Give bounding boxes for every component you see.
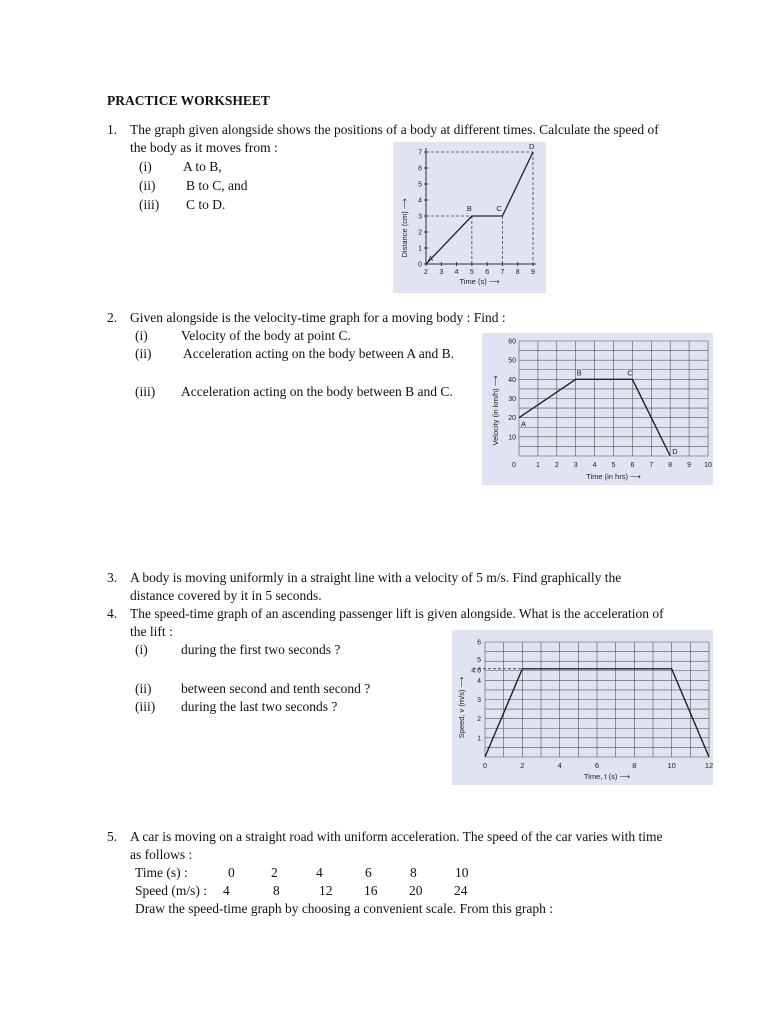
point-label: D — [672, 447, 678, 456]
q3-number: 3. — [107, 570, 118, 585]
y-tick-label: 30 — [508, 396, 516, 403]
y-tick-label: 60 — [508, 338, 516, 346]
q4-item-text: during the first two seconds ? — [181, 642, 341, 657]
y-tick-label: 4 — [418, 197, 422, 205]
x-tick-label: 4 — [454, 269, 459, 276]
y-tick-label: 6 — [418, 165, 422, 173]
x-tick-label: 4 — [592, 462, 597, 469]
x-tick-label: 10 — [704, 462, 712, 469]
y-tick-label: 20 — [508, 415, 516, 423]
y-tick-label: 5 — [477, 657, 481, 665]
lift-speed-time-graph — [452, 630, 713, 785]
q4-number: 4. — [107, 606, 118, 621]
x-tick-label: 10 — [667, 761, 676, 770]
x-tick-label: 6 — [594, 761, 600, 770]
y-tick-label: 3 — [418, 213, 422, 221]
q1-text-line1: The graph given alongside shows the positions of a body at different times. Calculate the speed of — [130, 122, 659, 137]
q1-item-text: A to B, — [183, 159, 222, 174]
x-tick-label: 1 — [535, 462, 540, 469]
y-tick-label: 5 — [418, 181, 422, 189]
y-tick-label: 2 — [418, 229, 422, 237]
y-axis-label: Distance (cm) ⟶ — [400, 198, 409, 258]
point-label: A — [521, 419, 527, 429]
y-tick-label: 6 — [477, 639, 481, 647]
x-tick-label: 5 — [611, 462, 616, 469]
y-tick-label: 7 — [418, 149, 422, 157]
x-axis-label: Time (s) ⟶ — [459, 277, 500, 286]
x-tick-label: 2 — [520, 761, 525, 770]
q2-item-label: (ii) — [135, 346, 152, 361]
x-tick-label: 3 — [439, 269, 444, 276]
q5-speed-value: 24 — [454, 883, 468, 898]
q2-item-text: Velocity of the body at point C. — [181, 328, 351, 343]
q4-item-text: between second and tenth second ? — [181, 681, 371, 696]
y-axis-label: Velocity (in km/h) ⟶ — [491, 375, 500, 446]
x-axis-label: Time, t (s) ⟶ — [583, 772, 631, 781]
x-tick-label: 5 — [469, 269, 474, 276]
y-tick-label: 3 — [477, 697, 481, 704]
q1-number: 1. — [107, 122, 118, 137]
q1-text-line2: the body as it moves from : — [130, 140, 278, 155]
q5-time-label: Time (s) : — [135, 865, 188, 880]
y-tick-label: 0 — [418, 261, 422, 269]
q2-item-text: Acceleration acting on the body between A and B. — [183, 346, 455, 361]
point-label: B — [466, 204, 472, 213]
x-tick-label: 2 — [554, 462, 559, 469]
series-line — [426, 152, 533, 264]
distance-time-chart-svg — [393, 142, 546, 293]
x-tick-label: 3 — [573, 462, 578, 469]
y-tick-label: 1 — [477, 735, 481, 743]
q4-text-line1: The speed-time graph of an ascending passenger lift is given alongside. What is the acceleration of — [130, 606, 664, 621]
q4-item-label: (iii) — [135, 699, 156, 714]
q5-number: 5. — [107, 829, 118, 844]
lift-speed-time-chart-svg — [452, 630, 713, 785]
q5-time-value: 6 — [365, 865, 372, 880]
y-tick-label: 1 — [418, 245, 422, 253]
point-label: C — [627, 368, 633, 378]
q5-speed-value: 16 — [364, 883, 378, 898]
x-tick-label: 9 — [531, 269, 535, 276]
point-label: B — [576, 368, 582, 378]
x-tick-label: 7 — [500, 269, 505, 276]
q5-speed-value: 20 — [409, 883, 423, 898]
q5-text-line1: A car is moving on a straight road with uniform acceleration. The speed of the car varies with time — [130, 829, 663, 844]
y-tick-label: 4 — [477, 677, 481, 685]
x-tick-label: 6 — [485, 269, 490, 276]
q2-item-label: (i) — [135, 328, 148, 343]
x-tick-label: 8 — [668, 462, 673, 469]
q4-text-line2: the lift : — [130, 624, 173, 639]
worksheet-title: PRACTICE WORKSHEET — [107, 93, 270, 108]
y-tick-label: 10 — [508, 434, 516, 442]
q5-speed-value: 12 — [319, 883, 333, 898]
q3-text-line1: A body is moving uniformly in a straight line with a velocity of 5 m/s. Find graphically the — [130, 570, 622, 585]
x-tick-label: 0 — [512, 462, 516, 469]
y-tick-label: 40 — [508, 376, 516, 384]
q1-item-label: (ii) — [139, 178, 156, 193]
x-tick-label: 8 — [632, 761, 637, 770]
x-tick-label: 0 — [482, 761, 488, 770]
q4-item-label: (ii) — [135, 681, 152, 696]
q1-item-label: (iii) — [139, 197, 160, 212]
q1-item-label: (i) — [139, 159, 152, 174]
point-label: A — [428, 254, 434, 263]
x-tick-label: 9 — [687, 462, 692, 469]
x-tick-label: 7 — [649, 462, 654, 469]
q5-speed-value: 8 — [273, 883, 280, 898]
distance-time-graph — [393, 142, 546, 293]
x-tick-label: 4 — [557, 761, 562, 770]
q4-item-label: (i) — [135, 642, 148, 657]
q1-item-text: C to D. — [186, 197, 226, 212]
q5-time-value: 4 — [316, 865, 323, 880]
y-tick-label: 4.6 — [471, 667, 481, 675]
y-tick-label: 50 — [508, 357, 516, 365]
x-axis-label: Time (in hrs) ⟶ — [586, 472, 641, 481]
q5-text-line2: as follows : — [130, 847, 193, 862]
q5-speed-value: 4 — [223, 883, 230, 898]
x-tick-label: 2 — [424, 269, 428, 276]
point-label: C — [496, 204, 502, 213]
y-axis-label: Speed, v (m/s) ⟶ — [457, 676, 466, 739]
x-tick-label: 8 — [515, 269, 520, 276]
x-tick-label: 6 — [630, 462, 635, 469]
q5-time-value: 8 — [410, 865, 417, 880]
velocity-time-chart-svg — [482, 333, 713, 485]
velocity-time-graph — [482, 333, 713, 485]
q5-text-line3: Draw the speed-time graph by choosing a convenient scale. From this graph : — [135, 901, 554, 916]
q2-text-line1: Given alongside is the velocity-time graph for a moving body : Find : — [130, 310, 506, 325]
q4-item-text: during the last two seconds ? — [181, 699, 338, 714]
q5-time-value: 10 — [455, 865, 469, 880]
q5-speed-label: Speed (m/s) : — [135, 883, 207, 898]
point-label: D — [529, 142, 535, 151]
x-tick-label: 12 — [704, 761, 713, 770]
q2-item-text: Acceleration acting on the body between B and C. — [181, 384, 453, 399]
y-tick-label: 2 — [477, 716, 481, 724]
q2-item-label: (iii) — [135, 384, 156, 399]
q5-time-value: 2 — [271, 865, 278, 880]
q1-item-text: B to C, and — [186, 178, 248, 193]
q3-text-line2: distance covered by it in 5 seconds. — [130, 588, 322, 603]
q5-time-value: 0 — [228, 865, 235, 880]
q2-number: 2. — [107, 310, 118, 325]
